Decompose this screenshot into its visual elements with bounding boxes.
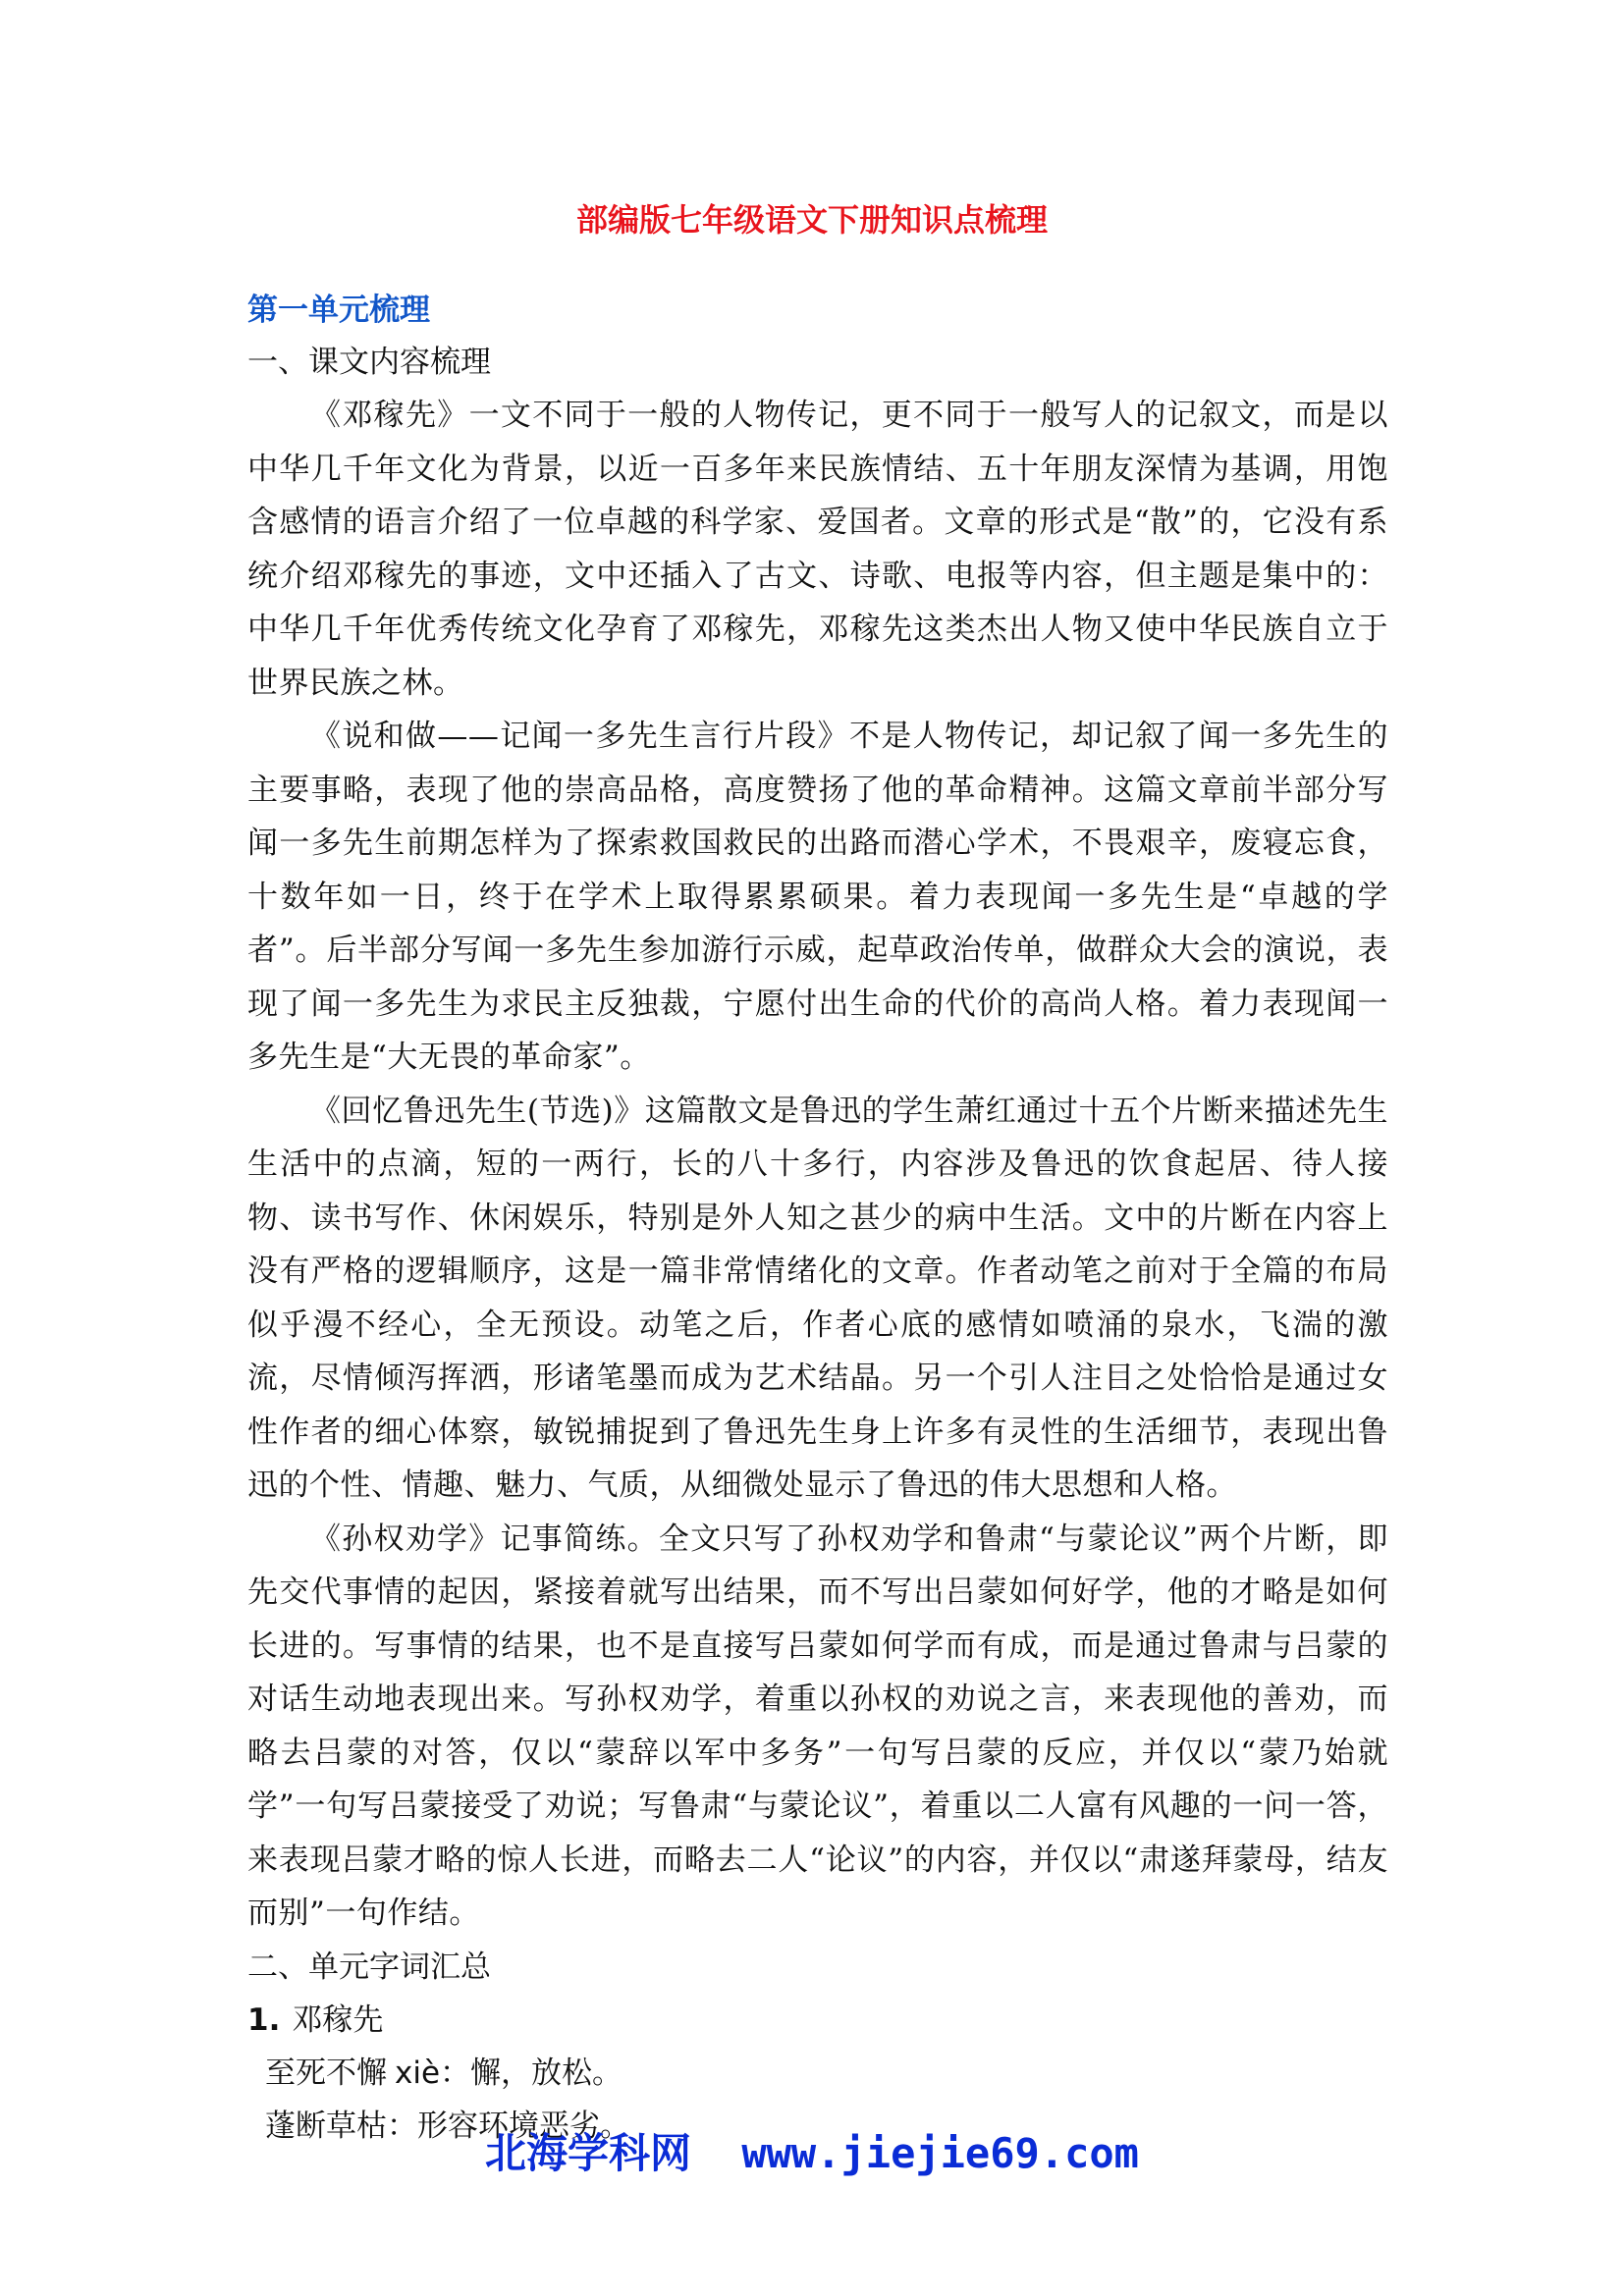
lesson-number: 1 bbox=[247, 2002, 269, 2038]
document-body bbox=[247, 285, 1388, 2153]
word-entry bbox=[247, 2047, 1388, 2100]
footer-site-name: 北海学科网 bbox=[485, 2129, 692, 2177]
paragraph-deng-jiaxian: 《邓稼先》一文不同于一般的人物传记，更不同于一般写人的记叙文，而是以中华几千年文化为背景，以近一百多年来民族情结、五十年朋友深情为基调，用饱含感情的语言介绍了一位卓越的科学家、爱国者。文章的形式是“散”的，它没有系统介绍邓稼先的事迹，文中还插入了古文、诗歌、电报等内容，但主题是集中的：中华几千年优秀传统文化孕育了邓稼先，邓稼先这类杰出人物又使中华民族自立于世界民族之林。 bbox=[247, 398, 1388, 701]
word-term: 至死不懈 bbox=[265, 2055, 387, 2091]
lesson-number-separator: . bbox=[268, 2002, 281, 2038]
paragraph-lu-xun: 《回忆鲁迅先生(节选)》这篇散文是鲁迅的学生萧红通过十五个片断来描述先生生活中的点滴，短的一两行，长的八十多行，内容涉及鲁迅的饮食起居、待人接物、读书写作、休闲娱乐，特别是外人知之甚少的病中生活。文中的片断在内容上没有严格的逻辑顺序，这是一篇非常情绪化的文章。作者动笔之前对于全篇的布局似乎漫不经心，全无预设。动笔之后，作者心底的感情如喷涌的泉水，飞湍的激流，尽情倾泻挥洒，形诸笔墨而成为艺术结晶。另一个引人注目之处恰恰是通过女性作者的细心体察，敏锐捕捉到了鲁迅先生身上许多有灵性的生活细节，表现出鲁迅的个性、情趣、魅力、气质，从细微处显示了鲁迅的伟大思想和人格。 bbox=[247, 1093, 1388, 1503]
footer-site-link[interactable]: www.jiejie69.com bbox=[741, 2129, 1139, 2177]
footer-watermark bbox=[0, 2126, 1624, 2181]
section-heading-content-review: 一、课文内容梳理 bbox=[247, 345, 491, 380]
word-definition: ：形容环境恶劣。 bbox=[387, 2108, 630, 2144]
lesson-title: 邓稼先 bbox=[292, 2002, 384, 2038]
unit-heading: 第一单元梳理 bbox=[247, 293, 430, 328]
word-definition: ：懈，放松。 bbox=[440, 2055, 623, 2091]
word-pinyin: xiè bbox=[395, 2055, 441, 2091]
paragraph-shuo-he-zuo: 《说和做——记闻一多先生言行片段》不是人物传记，却记叙了闻一多先生的主要事略，表现了他的崇高品格，高度赞扬了他的革命精神。这篇文章前半部分写闻一多先生前期怎样为了探索救国救民的出路而潜心学术，不畏艰辛，废寝忘食，十数年如一日，终于在学术上取得累累硕果。着力表现闻一多先生是“卓越的学者”。后半部分写闻一多先生参加游行示威，起草政治传单，做群众大会的演说，表现了闻一多先生为求民主反独裁，宁愿付出生命的代价的高尚人格。着力表现闻一多先生是“大无畏的革命家”。 bbox=[247, 719, 1388, 1075]
section-heading-vocabulary: 二、单元字词汇总 bbox=[247, 1949, 491, 1985]
lesson-heading bbox=[247, 1994, 1388, 2047]
word-term: 蓬断草枯 bbox=[265, 2108, 387, 2144]
paragraph-sun-quan: 《孙权劝学》记事简练。全文只写了孙权劝学和鲁肃“与蒙论议”两个片断，即先交代事情的起因，紧接着就写出结果，而不写出吕蒙如何好学，他的才略是如何长进的。写事情的结果，也不是直接写吕蒙如何学而有成，而是通过鲁肃与吕蒙的对话生动地表现出来。写孙权劝学，着重以孙权的劝说之言，来表现他的善劝，而略去吕蒙的对答，仅以“蒙辞以军中多务”一句写吕蒙的反应，并仅以“蒙乃始就学”一句写吕蒙接受了劝说；写鲁肃“与蒙论议”，着重以二人富有风趣的一问一答，来表现吕蒙才略的惊人长进，而略去二人“论议”的内容，并仅以“肃遂拜蒙母，结友而别”一句作结。 bbox=[247, 1521, 1388, 1931]
page-title: 部编版七年级语文下册知识点梳理 bbox=[575, 201, 1048, 239]
